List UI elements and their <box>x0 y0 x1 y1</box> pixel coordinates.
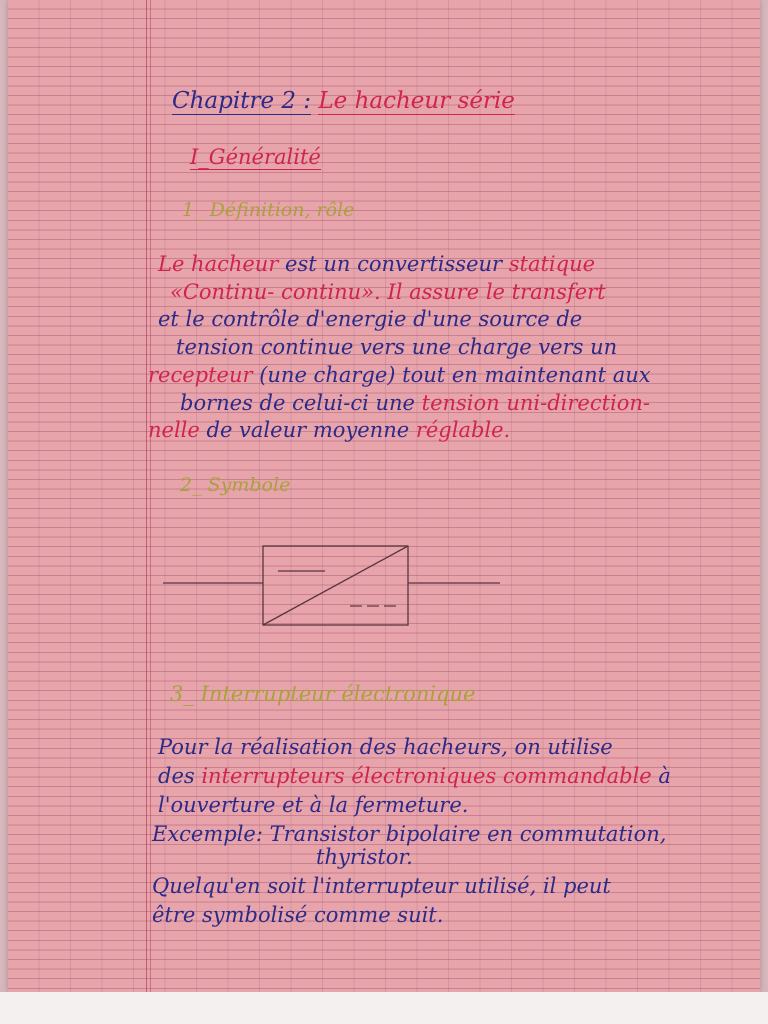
subsection-symbol-title: 2_ Symbole <box>180 474 291 496</box>
switch-line-7: être symbolisé comme suit. <box>152 903 444 927</box>
switch-line-6: Quelqu'en soit l'interrupteur utilisé, il peut <box>152 874 611 898</box>
definition-line-7: nelle de valeur moyenne réglable. <box>148 418 511 443</box>
chopper-symbol-diagram <box>160 540 505 635</box>
chapter-heading <box>172 88 515 114</box>
switch-line-3: l'ouverture et à la fermeture. <box>158 793 469 817</box>
chapter-prefix: Chapitre 2 : <box>172 88 312 114</box>
subsection-definition-heading <box>182 199 354 221</box>
symbol-diagonal <box>263 546 408 625</box>
definition-line-5: recepteur (une charge) tout en maintenant aux <box>148 362 651 387</box>
margin-line-inner <box>150 0 151 992</box>
chapter-title: Le hacheur série <box>318 88 515 114</box>
subsection-definition-title: 1_ Définition, rôle <box>182 199 355 221</box>
definition-line-1: Le hacheur est un convertisseur statique <box>158 252 596 276</box>
switch-line-4: Excemple: Transistor bipolaire en commutation, <box>152 822 667 846</box>
subsection-symbol-heading <box>180 474 290 496</box>
switch-line-2: des interrupteurs électroniques commandable à <box>158 764 671 788</box>
definition-line-6: bornes de celui-ci une tension uni-direction- <box>180 390 651 415</box>
definition-line-2: «Continu- continu». Il assure le transfert <box>170 279 606 304</box>
switch-line-1: Pour la réalisation des hacheurs, on utilise <box>158 735 613 759</box>
definition-line-4: tension continue vers une charge vers un <box>176 335 618 360</box>
margin-line <box>146 0 147 992</box>
definition-line-3: et le contrôle d'energie d'une source de <box>158 307 583 332</box>
subsection-switch-title: 3_ Interrupteur électronique <box>170 682 476 706</box>
subsection-switch-heading <box>170 682 475 706</box>
section-title: I_Généralité <box>190 145 321 169</box>
bottom-background <box>0 992 768 1024</box>
switch-paragraph <box>152 733 671 930</box>
definition-paragraph <box>148 251 651 445</box>
section-heading <box>190 145 321 169</box>
switch-line-5: thyristor. <box>316 845 413 869</box>
